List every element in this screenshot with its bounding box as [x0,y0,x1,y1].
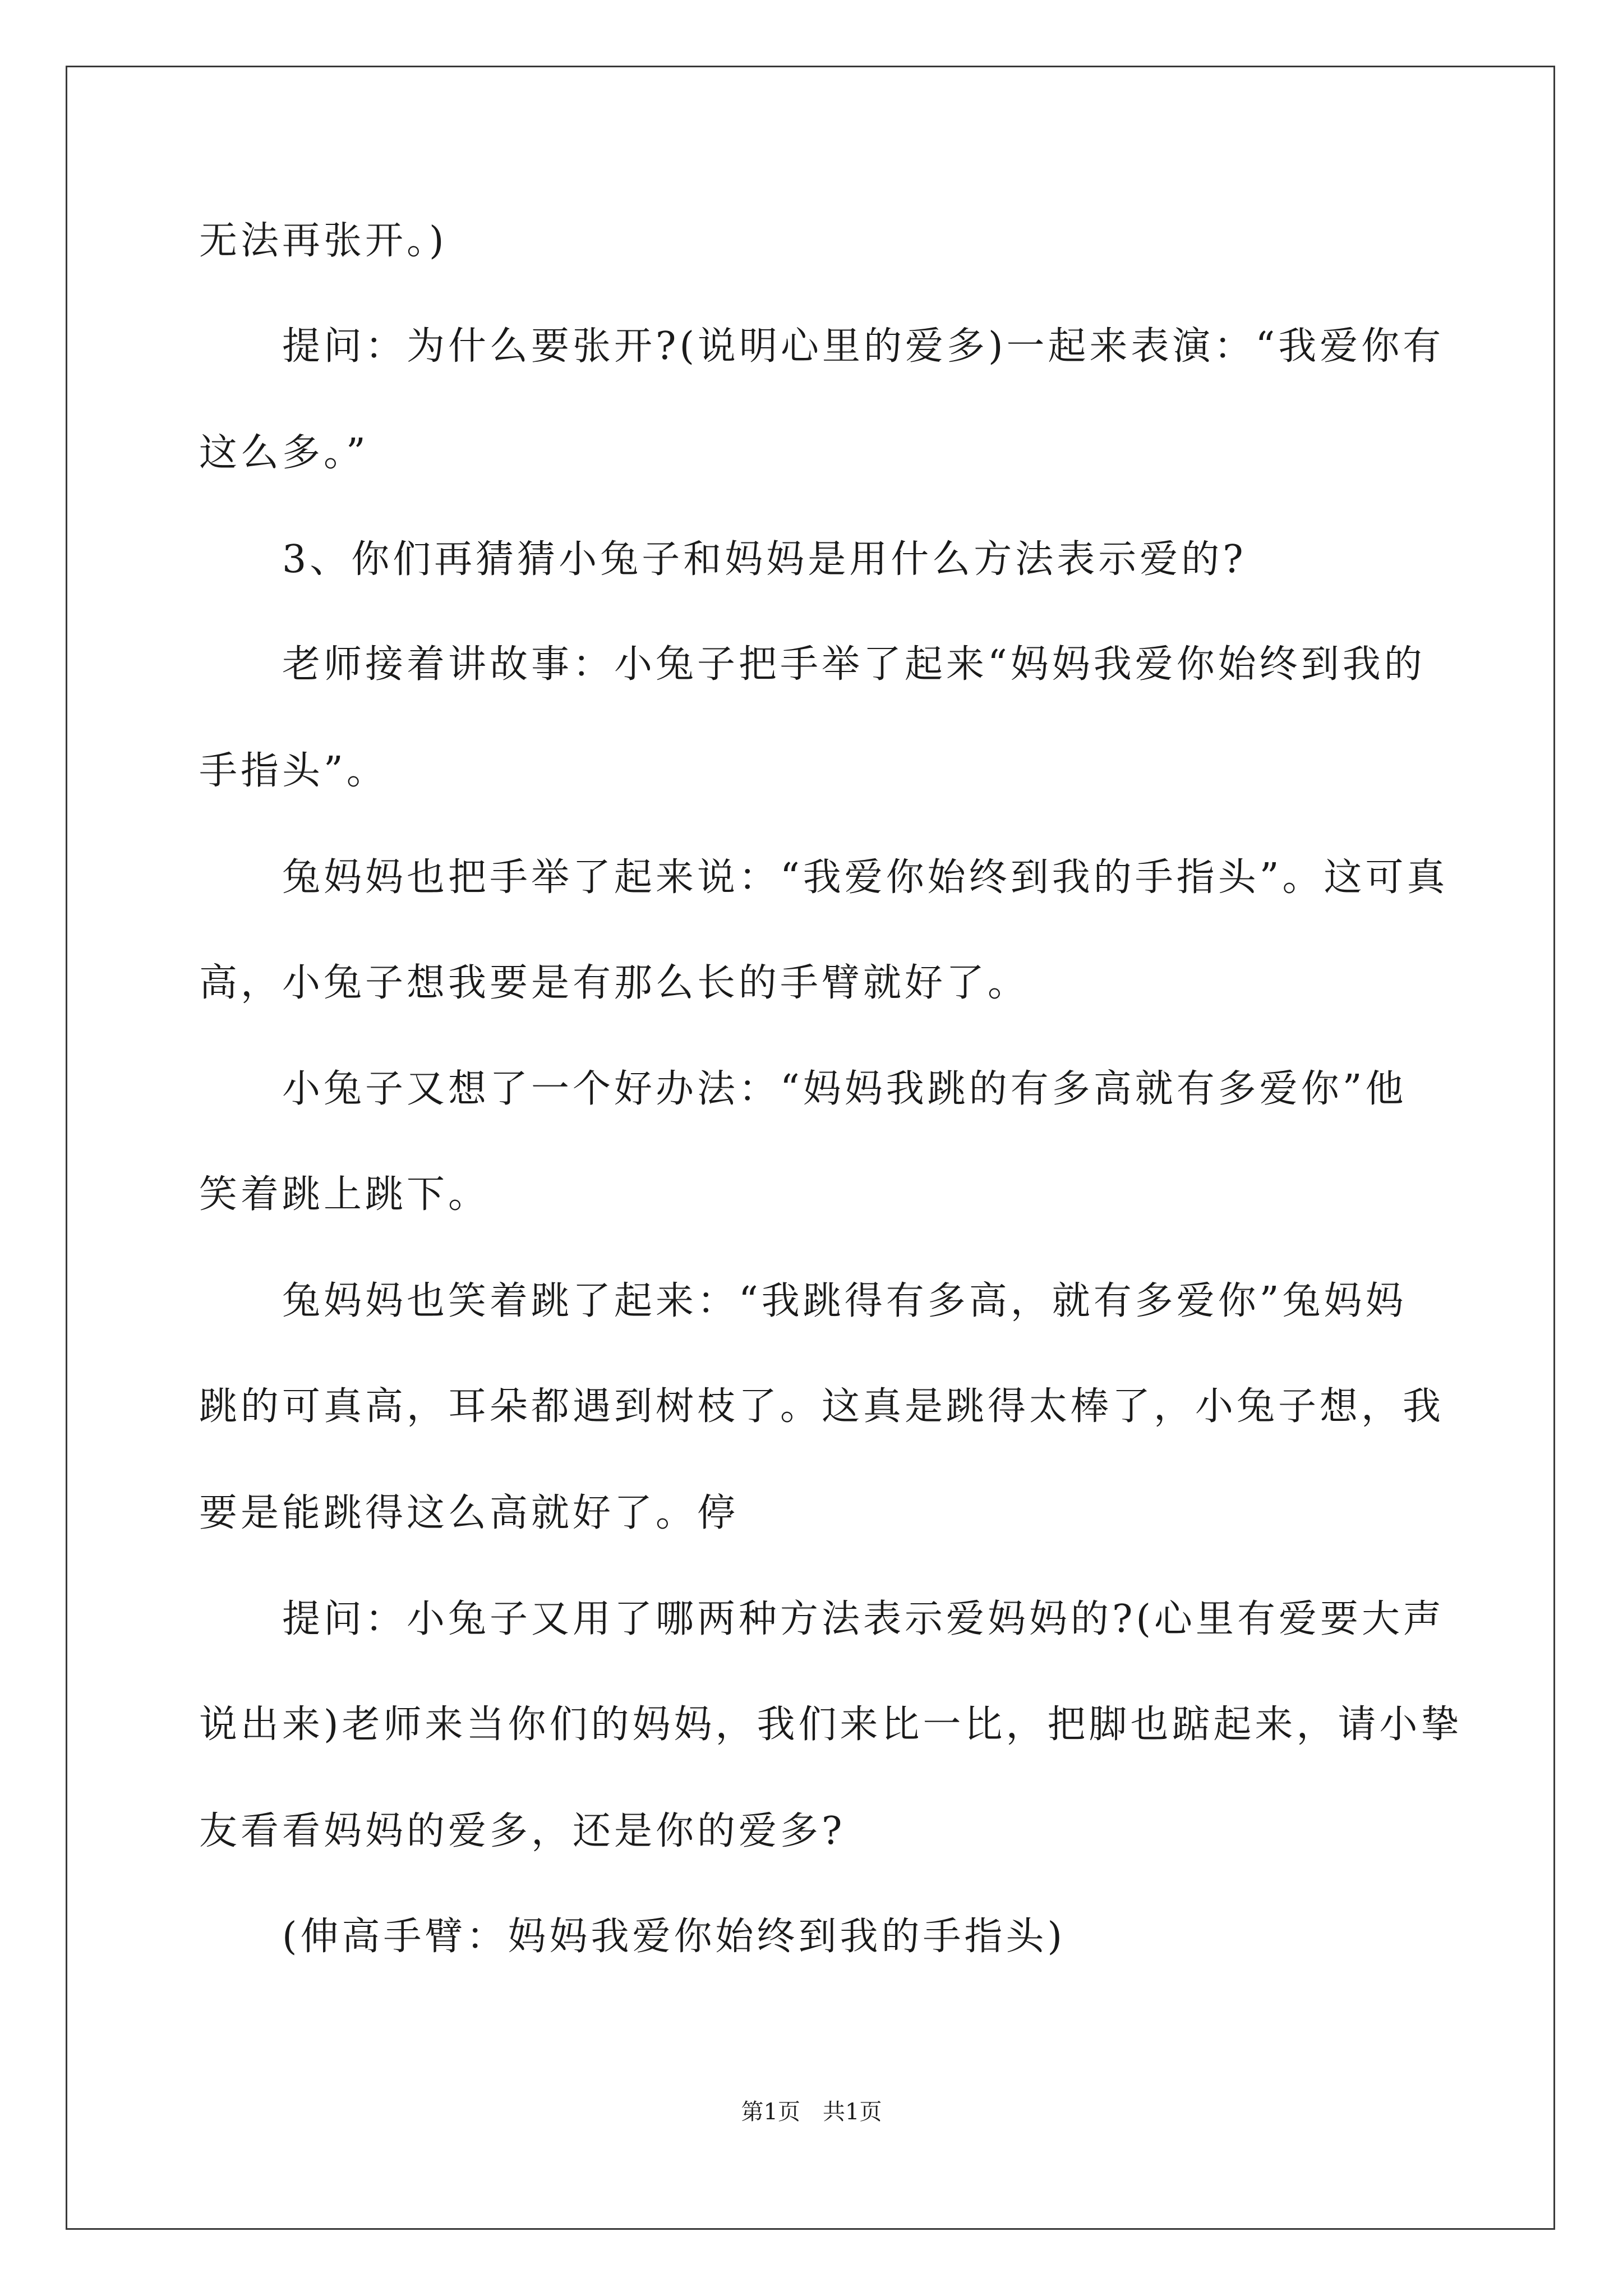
text-line: 这么多。” [199,431,369,475]
text-line: 小兔子又想了一个好办法：“妈妈我跳的有多高就有多爱你”他 [282,1067,1407,1111]
text-line: 跳的可真高，耳朵都遇到树枝了。这真是跳得太棒了，小兔子想，我 [199,1384,1445,1429]
page-number: 第1页 [741,2099,800,2125]
page-total: 共1页 [823,2099,882,2125]
text-line: 手指头”。 [199,749,388,793]
text-line: 3、你们再猜猜小兔子和妈妈是用什么方法表示爱的? [282,537,1247,582]
text-line: (伸高手臂：妈妈我爱你始终到我的手指头) [282,1915,1066,1959]
text-line: 要是能跳得这么高就好了。停 [199,1491,739,1535]
page-footer [0,2095,1623,2129]
text-line: 老师接着讲故事：小兔子把手举了起来“妈妈我爱你始终到我的 [282,642,1426,687]
text-line: 无法再张开。) [199,219,448,263]
text-line: 友看看妈妈的爱多，还是你的爱多? [199,1809,846,1853]
text-line: 兔妈妈也笑着跳了起来：“我跳得有多高，就有多爱你”兔妈妈 [282,1279,1407,1323]
text-line: 说出来)老师来当你们的妈妈，我们来比一比，把脚也踮起来，请小挚 [199,1703,1463,1747]
page-border [66,66,1555,2230]
text-line: 高，小兔子想我要是有那么长的手臂就好了。 [199,961,1030,1005]
text-line: 提问：小兔子又用了哪两种方法表示爱妈妈的?(心里有爱要大声 [282,1597,1445,1641]
text-line: 提问：为什么要张开?(说明心里的爱多)一起来表演：“我爱你有 [282,324,1445,369]
text-line: 兔妈妈也把手举了起来说：“我爱你始终到我的手指头”。这可真 [282,855,1449,900]
text-line: 笑着跳上跳下。 [199,1172,490,1217]
